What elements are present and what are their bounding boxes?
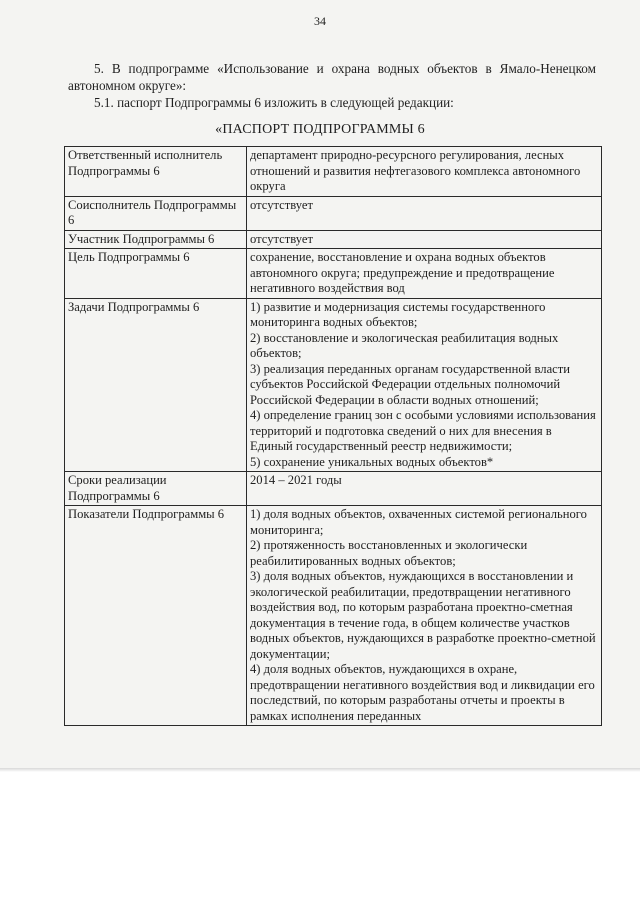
row-value-line: 3) реализация переданных органам государственной власти субъектов Российской Федерации отдельных полномочий Российской Федерации в области водных отношений; [250, 361, 571, 407]
row-value [247, 472, 602, 506]
row-value [247, 506, 602, 726]
table-row [65, 147, 602, 197]
intro-paragraph-1: 5. В подпрограмме «Использование и охрана водных объектов в Ямало-Ненецком автономном округе»: [68, 61, 596, 93]
row-value [247, 230, 602, 249]
row-value-line: сохранение, восстановление и охрана водных объектов автономного округа; предупреждение и предотвращение негативного воздействия вод [250, 250, 555, 295]
row-label: Ответственный исполнитель Подпрограммы 6 [65, 147, 247, 197]
row-value [247, 196, 602, 230]
row-label: Участник Подпрограммы 6 [65, 230, 247, 249]
row-value-line: 5) сохранение уникальных водных объектов* [250, 454, 494, 469]
passport-heading: «ПАСПОРТ ПОДПРОГРАММЫ 6 [215, 122, 425, 137]
table-row [65, 506, 602, 726]
table-row [65, 196, 602, 230]
row-label: Соисполнитель Подпрограммы 6 [65, 196, 247, 230]
row-value-line: 4) определение границ зон с особыми условиями использования территорий и подготовка сведений о них для внесения в Единый государственный реестр недвижимости; [250, 408, 596, 453]
row-value-line: 2) протяженность восстановленных и экологически реабилитированных водных объектов; [250, 538, 528, 568]
row-label: Цель Подпрограммы 6 [65, 249, 247, 299]
row-value-line: департамент природно-ресурсного регулирования, лесных отношений и развития нефтегазового комплекса автономного округа [250, 148, 581, 193]
table-row [65, 298, 602, 472]
row-value [247, 147, 602, 197]
row-value-line: 3) доля водных объектов, нуждающихся в восстановлении и экологической реабилитации, предотвращении негативного воздействия вод, по которым разработана проектно-сметная документация в течение года, в общем количестве участков водных объектов, нуждающихся в разработке проектно-сметной документации; [250, 569, 596, 661]
page-number: 34 [314, 14, 326, 28]
row-value-line: 1) доля водных объектов, охваченных системой регионального мониторинга; [250, 507, 587, 537]
row-value-line: 2014 – 2021 годы [250, 473, 342, 487]
passport-table [64, 146, 602, 726]
row-label: Сроки реализации Подпрограммы 6 [65, 472, 247, 506]
table-row [65, 230, 602, 249]
row-value [247, 298, 602, 472]
row-value-line: 1) развитие и модернизация системы государственного мониторинга водных объектов; [250, 299, 546, 329]
table-row [65, 249, 602, 299]
row-label: Задачи Подпрограммы 6 [65, 298, 247, 472]
row-value-line: отсутствует [250, 231, 313, 246]
row-value-line: 2) восстановление и экологическая реабилитация водных объектов; [250, 330, 559, 360]
row-value-line: отсутствует [250, 197, 313, 212]
row-label: Показатели Подпрограммы 6 [65, 506, 247, 726]
page-edge [0, 768, 640, 772]
intro-paragraph-2: 5.1. паспорт Подпрограммы 6 изложить в следующей редакции: [94, 95, 454, 110]
row-value-line: 4) доля водных объектов, нуждающихся в охране, предотвращении негативного воздействия вод и ликвидации его последствий, по которым разработаны отчеты и проекты в рамках исполнения переданных [250, 662, 595, 723]
row-value [247, 249, 602, 299]
table-row [65, 472, 602, 506]
